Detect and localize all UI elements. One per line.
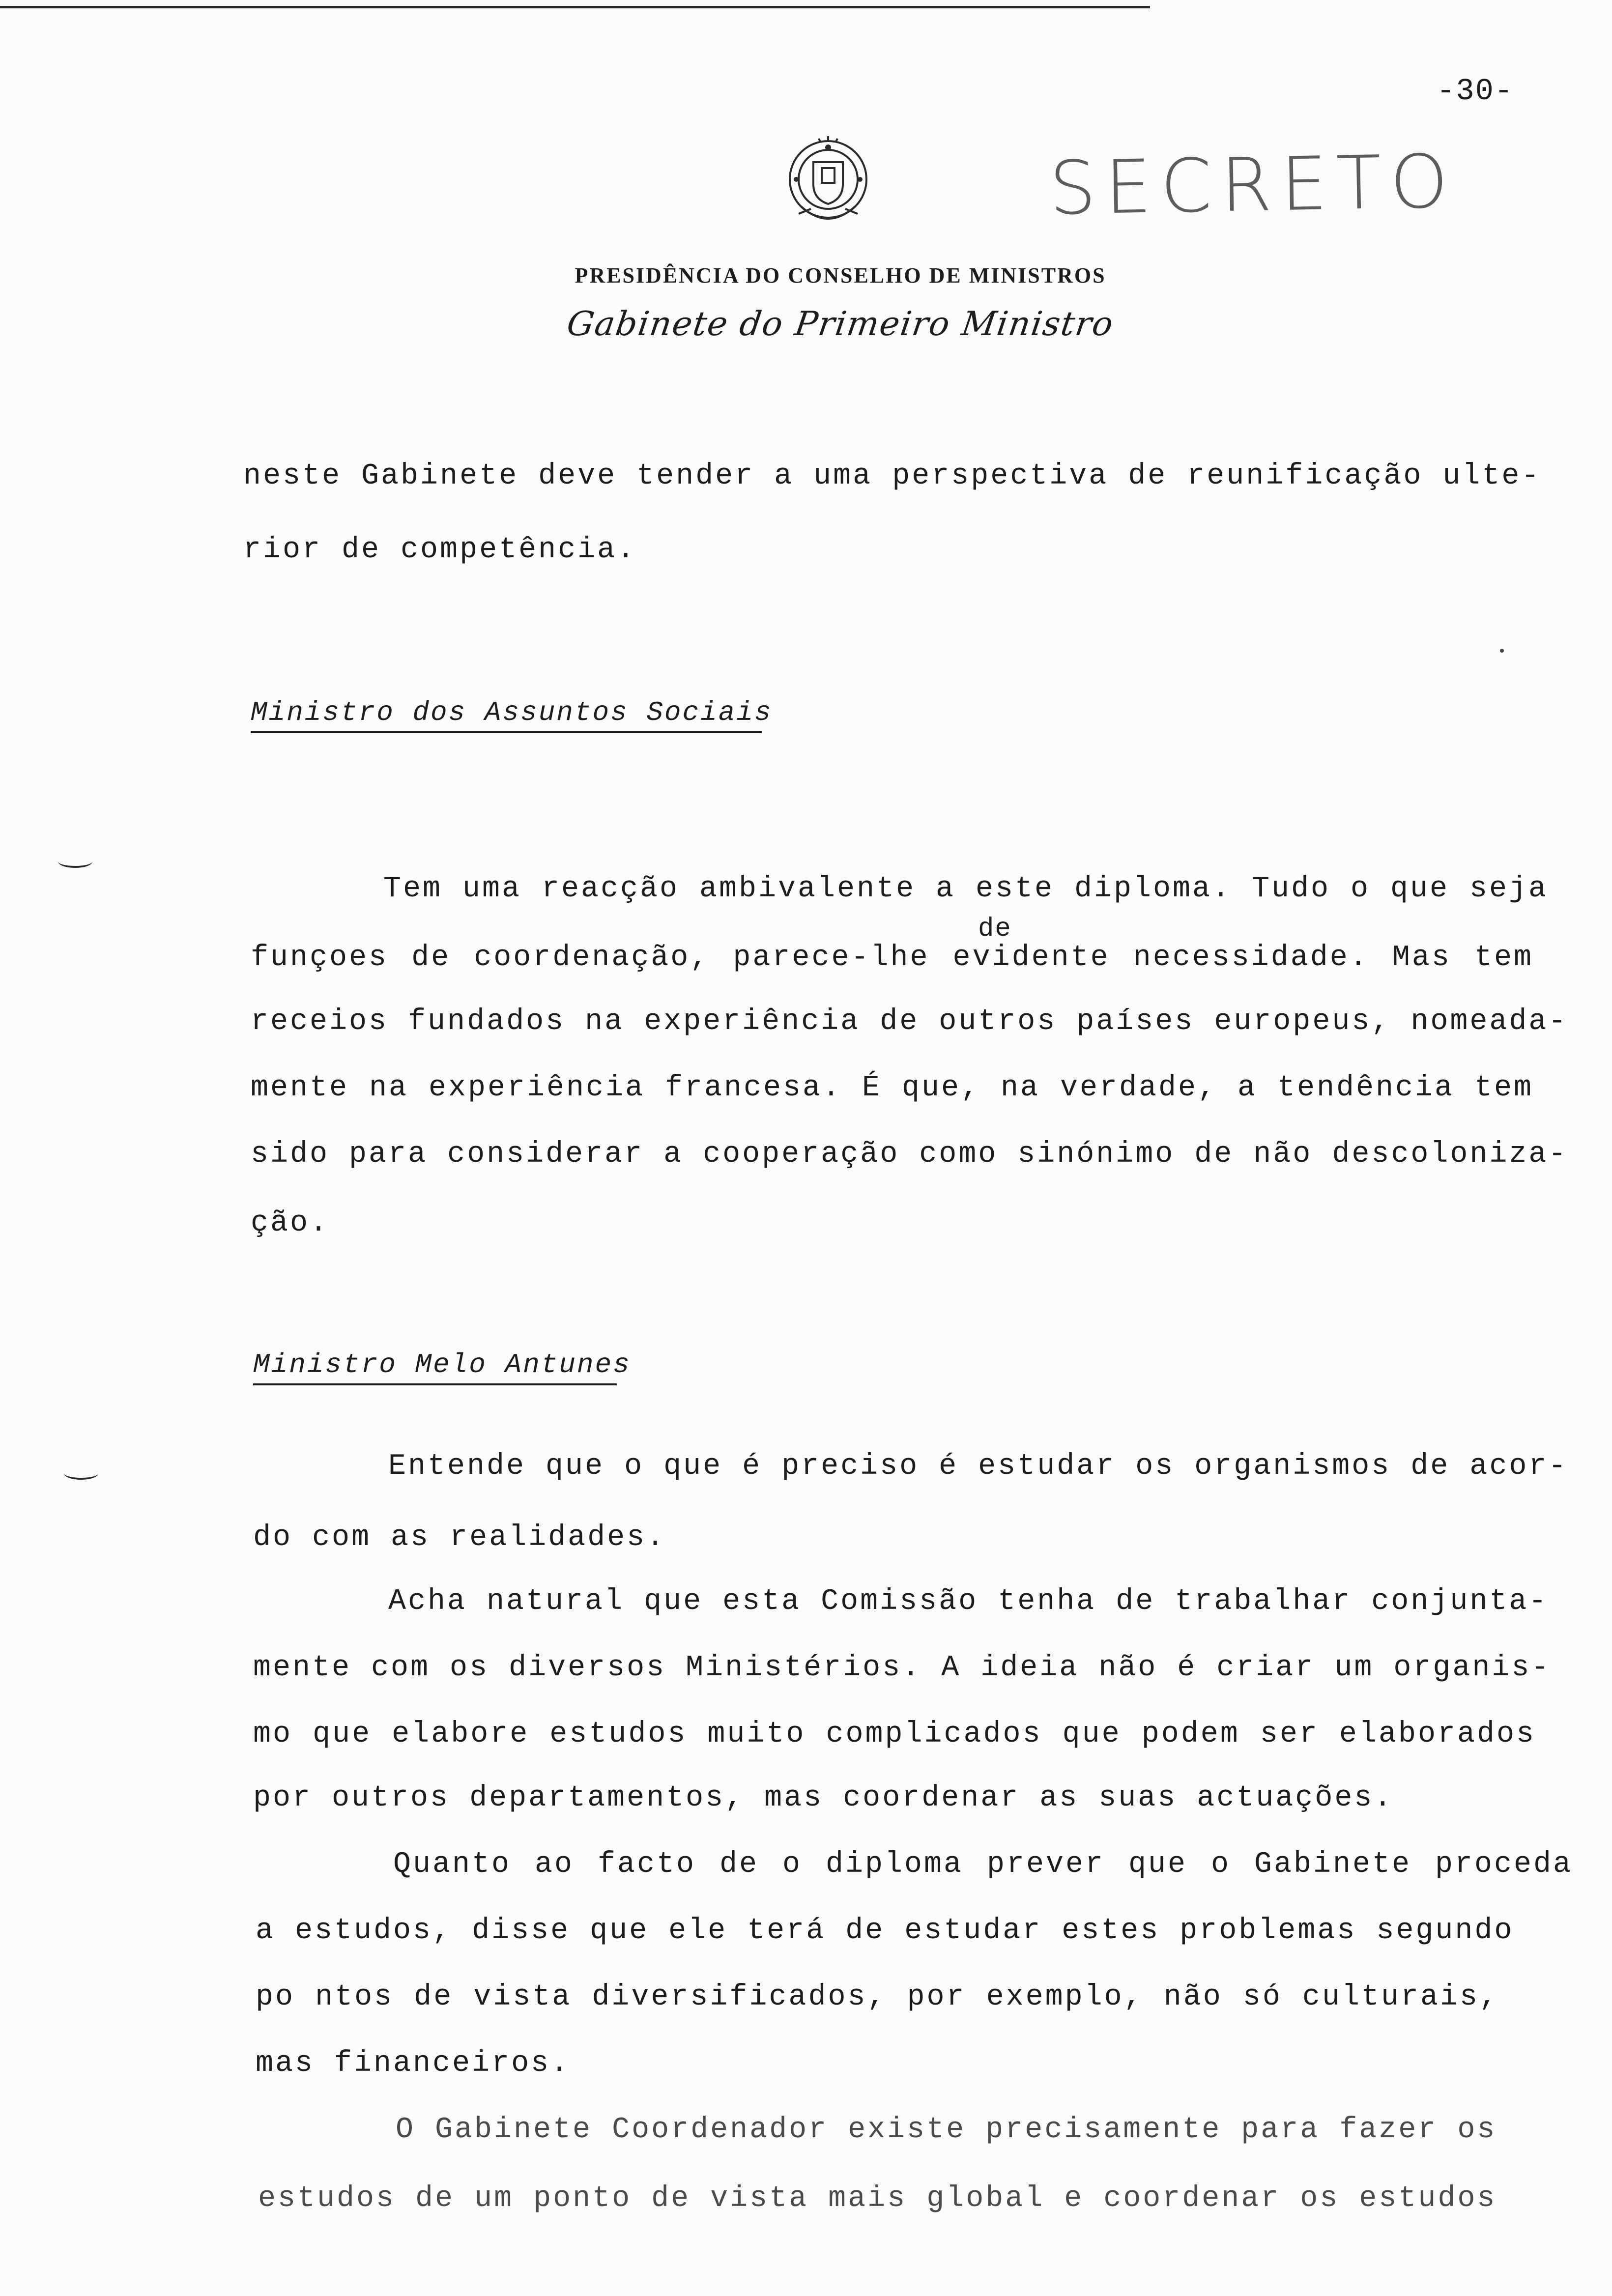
page-number: -30- [1437, 74, 1514, 109]
s2-p2-line-2: mente com os diversos Ministérios. A ideia não é criar um organis- [253, 1651, 1551, 1685]
organization-header: PRESIDÊNCIA DO CONSELHO DE MINISTROS [575, 263, 1106, 287]
s2-p1-line-1: Entende que o que é preciso é estudar os organismos de acor- [388, 1450, 1568, 1483]
top-rule [0, 6, 1150, 8]
coat-of-arms-icon [781, 133, 875, 236]
speck [1500, 649, 1504, 653]
s2-p2-line-4: por outros departamentos, mas coordenar as suas actuações. [253, 1781, 1394, 1815]
s2-p2-line-1: Acha natural que esta Comissão tenha de trabalhar conjunta- [388, 1585, 1549, 1618]
s1-line-3: receios fundados na experiência de outros países europeus, nomeada- [251, 1005, 1568, 1038]
s2-p3-line-1: Quanto ao facto de o diploma prever que o Gabinete proceda [393, 1848, 1573, 1881]
margin-mark [58, 855, 92, 868]
section-heading-melo-antunes: Ministro Melo Antunes [253, 1349, 617, 1385]
office-subheader: Gabinete do Primeiro Ministro [564, 305, 1117, 344]
s1-line-6: ção. [251, 1206, 330, 1240]
s2-p2-line-3: mo que elabore estudos muito complicados que podem ser elaborados [253, 1718, 1536, 1751]
s2-p3-line-2: a estudos, disse que ele terá de estudar estes problemas segundo [256, 1914, 1514, 1948]
margin-mark [64, 1467, 98, 1480]
section-heading-assuntos-sociais: Ministro dos Assuntos Sociais [251, 697, 762, 733]
s1-line-4: mente na experiência francesa. É que, na verdade, a tendência tem [251, 1071, 1533, 1105]
s2-p4-line-2: estudos de um ponto de vista mais global e coordenar os estudos [258, 2182, 1497, 2215]
s2-p3-line-4: mas financeiros. [256, 2047, 571, 2080]
s2-p4-line-1: O Gabinete Coordenador existe precisamente para fazer os [396, 2113, 1497, 2147]
s2-p3-line-3: po ntos de vista diversificados, por exemplo, não só culturais, [256, 1980, 1499, 2014]
handwritten-insertion: de [978, 914, 1012, 944]
s1-line-5: sido para considerar a cooperação como sinónimo de não descoloniza- [251, 1138, 1568, 1171]
intro-line-1: neste Gabinete deve tender a uma perspectiva de reunificação ulte- [243, 459, 1541, 493]
secret-stamp: SECRETO [1048, 139, 1458, 232]
s1-line-1: Tem uma reacção ambivalente a este diploma. Tudo o que seja [383, 872, 1548, 906]
intro-line-2: rior de competência. [243, 533, 637, 567]
s2-p1-line-2: do com as realidades. [253, 1521, 666, 1554]
s1-line-2: funçoes de coordenação, parece-lhe evidente necessidade. Mas tem [251, 941, 1533, 975]
